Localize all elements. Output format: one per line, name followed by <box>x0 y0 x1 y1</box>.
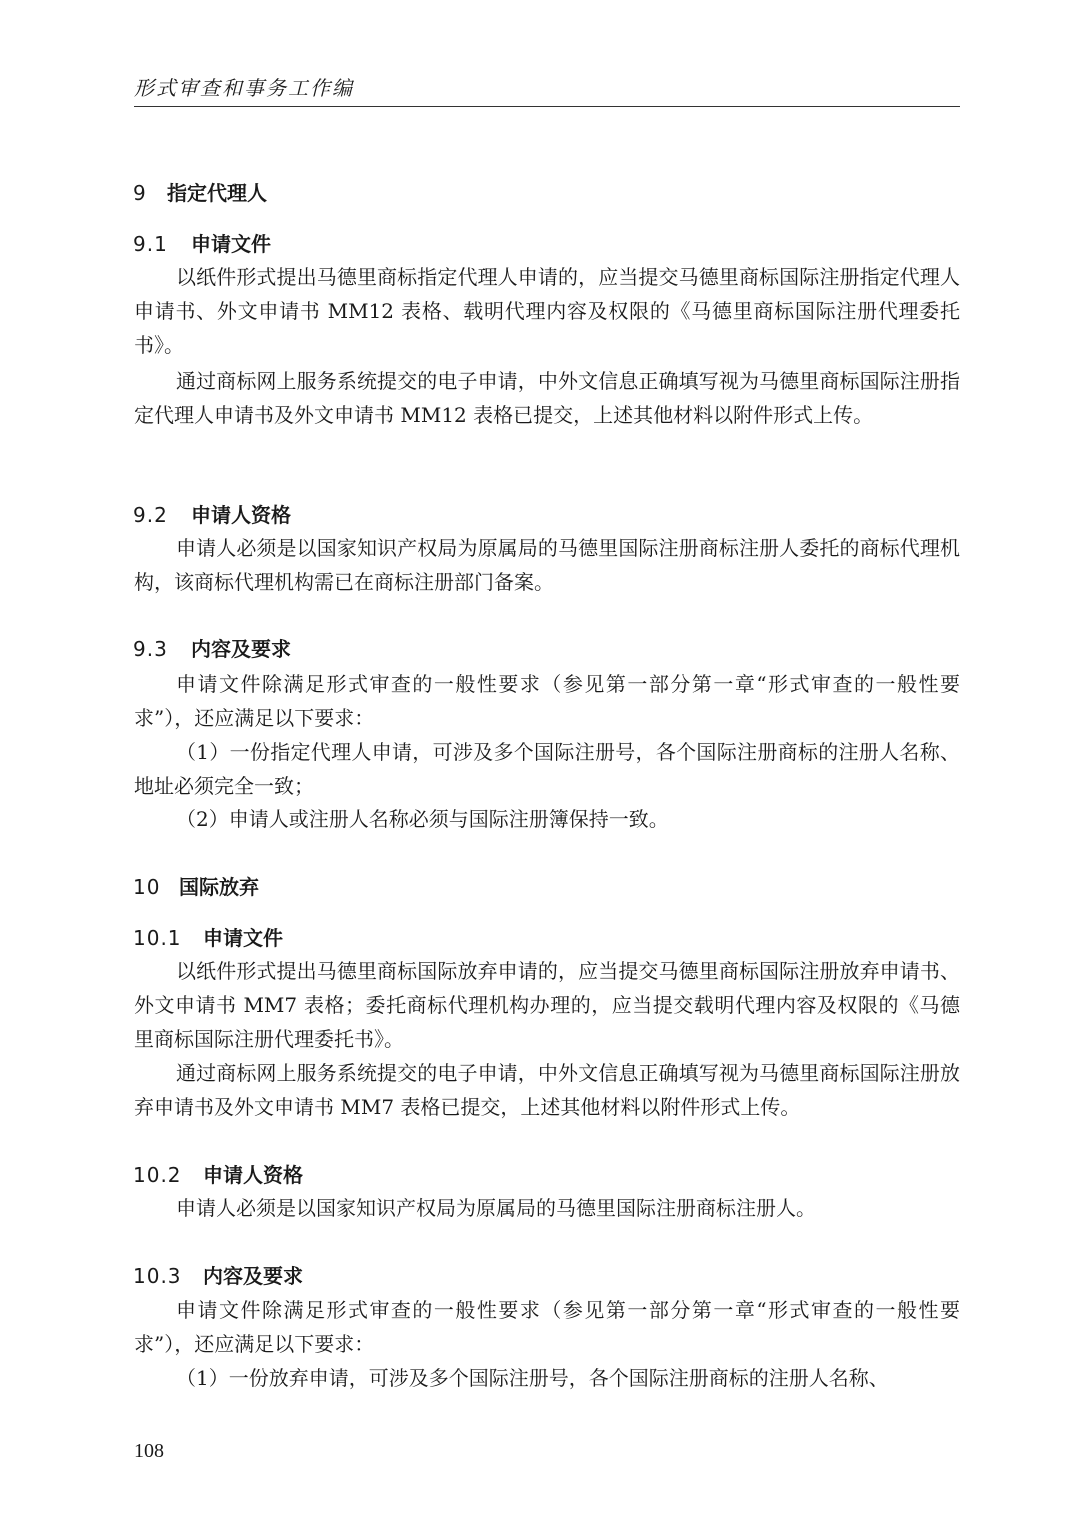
subsection-number: 10.3 <box>133 1264 182 1288</box>
subsection-heading-10-2 <box>133 1163 303 1187</box>
paragraph: （2）申请人或注册人名称必须与国际注册簿保持一致。 <box>176 807 669 831</box>
subsection-title: 申请文件 <box>191 232 271 256</box>
section-heading-9 <box>133 181 267 205</box>
paragraph: 通过商标网上服务系统提交的电子申请，中外文信息正确填写视为马德里商标国际注册指定代理人申请书及外文申请书 MM12 表格已提交，上述其他材料以附件形式上传。 <box>134 369 960 427</box>
paragraph: 申请人必须是以国家知识产权局为原属局的马德里国际注册商标注册人。 <box>176 1196 816 1220</box>
subsection-number: 10.2 <box>133 1163 182 1187</box>
subsection-heading-10-3 <box>133 1264 303 1288</box>
section-heading-10 <box>133 875 259 899</box>
paragraph: 申请文件除满足形式审查的一般性要求（参见第一部分第一章“形式审查的一般性要求”），还应满足以下要求： <box>134 1298 960 1356</box>
section-title: 指定代理人 <box>167 181 267 205</box>
subsection-title: 申请文件 <box>203 926 283 950</box>
running-header: 形式审查和事务工作编 <box>134 76 354 100</box>
subsection-heading-9-3 <box>133 637 291 661</box>
subsection-number: 9.2 <box>133 503 168 527</box>
subsection-number: 9.1 <box>133 232 168 256</box>
subsection-number: 9.3 <box>133 637 168 661</box>
paragraph: 申请文件除满足形式审查的一般性要求（参见第一部分第一章“形式审查的一般性要求”），还应满足以下要求： <box>134 672 960 730</box>
subsection-title: 申请人资格 <box>203 1163 303 1187</box>
subsection-heading-9-2 <box>133 503 291 527</box>
paragraph: （1）一份指定代理人申请，可涉及多个国际注册号，各个国际注册商标的注册人名称、地址必须完全一致； <box>134 740 960 798</box>
subsection-title: 内容及要求 <box>203 1264 303 1288</box>
paragraph: （1）一份放弃申请，可涉及多个国际注册号，各个国际注册商标的注册人名称、 <box>176 1366 889 1390</box>
paragraph: 通过商标网上服务系统提交的电子申请，中外文信息正确填写视为马德里商标国际注册放弃申请书及外文申请书 MM7 表格已提交，上述其他材料以附件形式上传。 <box>134 1061 960 1119</box>
header-divider <box>134 106 960 107</box>
paragraph: 以纸件形式提出马德里商标国际放弃申请的，应当提交马德里商标国际注册放弃申请书、外文申请书 MM7 表格；委托商标代理机构办理的，应当提交载明代理内容及权限的《马德里商标国际注册代理委托书》。 <box>134 959 960 1051</box>
section-number: 10 <box>133 875 161 899</box>
subsection-title: 内容及要求 <box>191 637 291 661</box>
subsection-title: 申请人资格 <box>191 503 291 527</box>
page-number: 108 <box>134 1440 164 1462</box>
subsection-heading-10-1 <box>133 926 283 950</box>
paragraph: 以纸件形式提出马德里商标指定代理人申请的，应当提交马德里商标国际注册指定代理人申请书、外文申请书 MM12 表格、载明代理内容及权限的《马德里商标国际注册代理委托书》。 <box>134 265 960 357</box>
paragraph: 申请人必须是以国家知识产权局为原属局的马德里国际注册商标注册人委托的商标代理机构，该商标代理机构需已在商标注册部门备案。 <box>134 536 960 594</box>
subsection-number: 10.1 <box>133 926 182 950</box>
section-title: 国际放弃 <box>179 875 259 899</box>
subsection-heading-9-1 <box>133 232 271 256</box>
section-number: 9 <box>133 181 147 205</box>
